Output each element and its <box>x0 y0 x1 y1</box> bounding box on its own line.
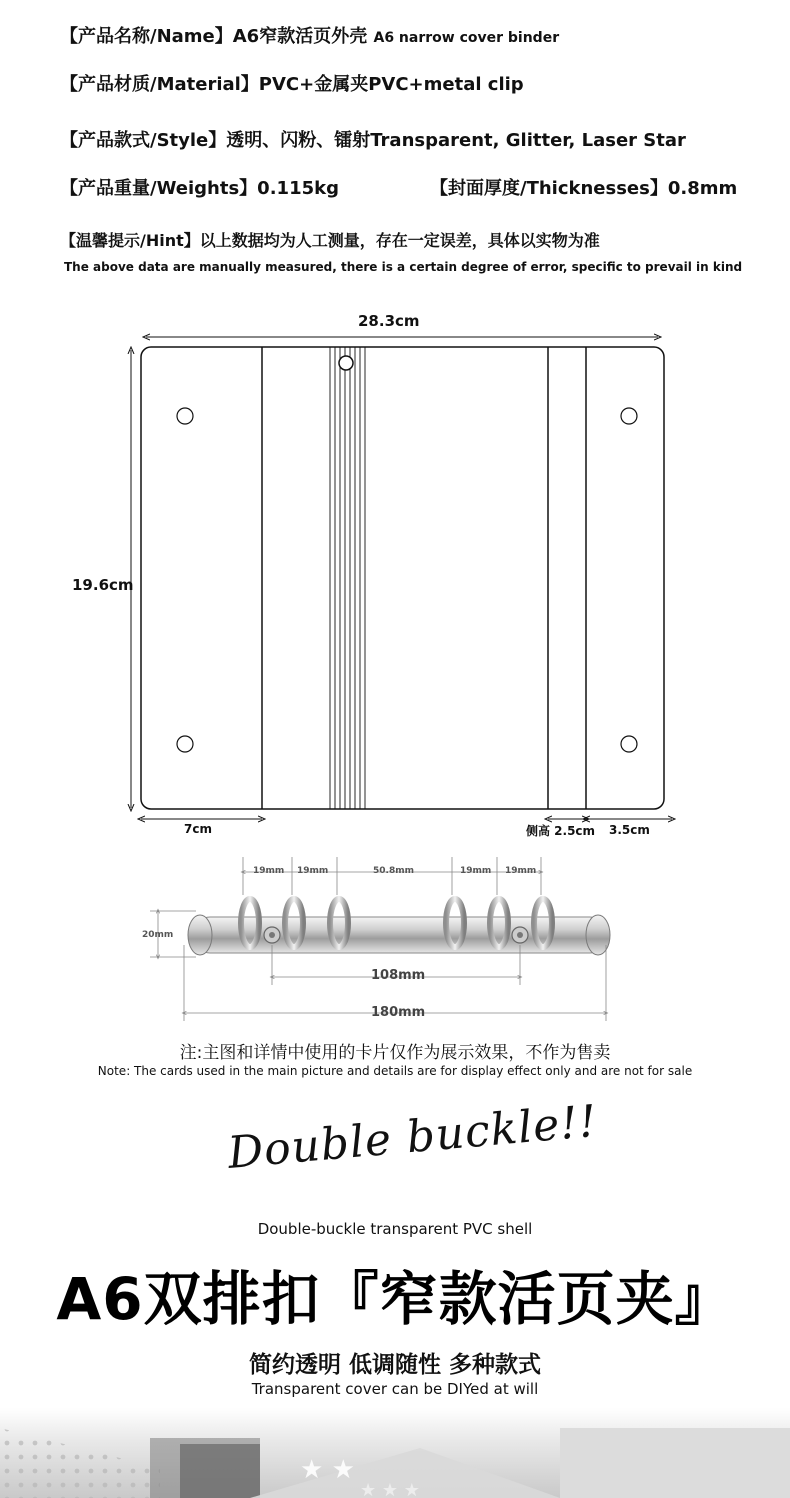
spec-weight: 【产品重量/Weights】0.115kg <box>60 178 339 199</box>
clip-height-label: 20mm <box>142 930 174 940</box>
cover-diagram <box>0 310 790 830</box>
spacing-guides <box>243 857 541 895</box>
spec-thickness: 【封面厚度/Thicknesses】0.8mm <box>430 178 738 199</box>
product-photo-art <box>0 1408 790 1498</box>
product-photo <box>0 1408 790 1498</box>
height-label: 19.6cm <box>72 576 134 594</box>
svg-text:★ ★ ★: ★ ★ ★ <box>360 1480 420 1498</box>
spec-material: 【产品材质/Material】PVC+金属夹PVC+metal clip <box>60 74 524 95</box>
svg-text:★ ★: ★ ★ <box>300 1455 355 1485</box>
ring-spacing-label: 19mm <box>297 866 329 876</box>
ring-spacing-label: 19mm <box>460 866 492 876</box>
note-cn: 注:主图和详情中使用的卡片仅作为展示效果，不作为售卖 <box>179 1043 611 1063</box>
spec-hint-cn: 【温馨提示/Hint】以上数据均为人工测量，存在一定误差，具体以实物为准 <box>60 231 600 250</box>
total-length-label: 180mm <box>371 1005 426 1020</box>
clip-end-left <box>188 915 212 955</box>
clip-rivet-center <box>269 932 275 938</box>
spec-hint-en: The above data are manually measured, there is a certain degree of error, specific to prevail in kind <box>64 260 743 274</box>
script-title: Double buckle!! <box>225 1095 600 1179</box>
spec-style: 【产品款式/Style】透明、闪粉、镭射Transparent, Glitter, Laser Star <box>60 130 686 151</box>
promo-tagline-cn: 简约透明 低调随性 多种款式 <box>248 1352 541 1378</box>
clip-rivet-center <box>517 932 523 938</box>
spec-name <box>60 22 559 48</box>
spine-label: 侧高 2.5cm <box>526 824 596 838</box>
spec-name-en: A6 narrow cover binder <box>373 30 560 46</box>
spec-name-label: 【产品名称/Name】A6窄款活页外壳 <box>60 26 368 47</box>
inner-length-label: 108mm <box>371 968 426 983</box>
note-en: Note: The cards used in the main picture and details are for display effect only and are not for sale <box>97 1064 693 1078</box>
ring-spacing-label: 19mm <box>505 866 537 876</box>
promo-tagline-en: Transparent cover can be DIYed at will <box>251 1380 539 1398</box>
clip-end-right <box>586 915 610 955</box>
ring-spacing-label: 19mm <box>253 866 285 876</box>
promo-subtitle: Double-buckle transparent PVC shell <box>257 1220 533 1238</box>
ring-spacing-label: 50.8mm <box>373 866 414 876</box>
left-panel-label: 7cm <box>184 822 212 836</box>
width-label: 28.3cm <box>358 312 420 330</box>
top-hole <box>339 356 353 370</box>
promo-headline: A6双排扣『窄款活页夹』 <box>56 1265 734 1333</box>
right-panel-label: 3.5cm <box>609 823 650 837</box>
